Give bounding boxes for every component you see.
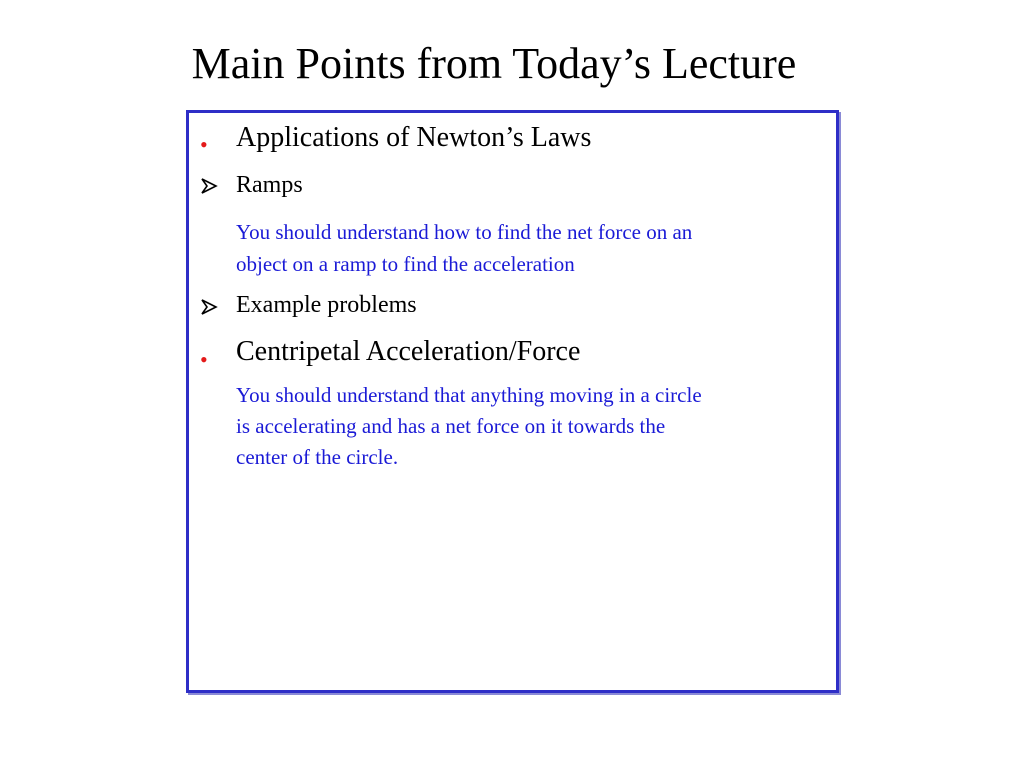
subitem-ramps: Ramps — [236, 172, 303, 198]
note-ramps-line-1: You should understand how to find the net force on an — [236, 220, 693, 244]
note-centripetal-line-1: You should understand that anything moving in a circle — [236, 383, 702, 407]
note-ramps-line-2: object on a ramp to find the acceleration — [236, 252, 575, 276]
subitem-example-problems: Example problems — [236, 292, 417, 318]
arrow-bullet-icon — [200, 177, 218, 195]
slide-title: Main Points from Today’s Lecture — [191, 39, 797, 88]
note-centripetal-line-3: center of the circle. — [236, 445, 399, 469]
bullet-icon: • — [200, 132, 208, 157]
note-centripetal-line-2: is accelerating and has a net force on it towards the — [236, 414, 666, 438]
arrow-bullet-icon — [200, 298, 218, 316]
bullet-centripetal-acceleration-force: Centripetal Acceleration/Force — [236, 336, 581, 367]
bullet-icon: • — [200, 347, 208, 372]
bullet-applications-newtons-laws: Applications of Newton’s Laws — [236, 122, 592, 153]
